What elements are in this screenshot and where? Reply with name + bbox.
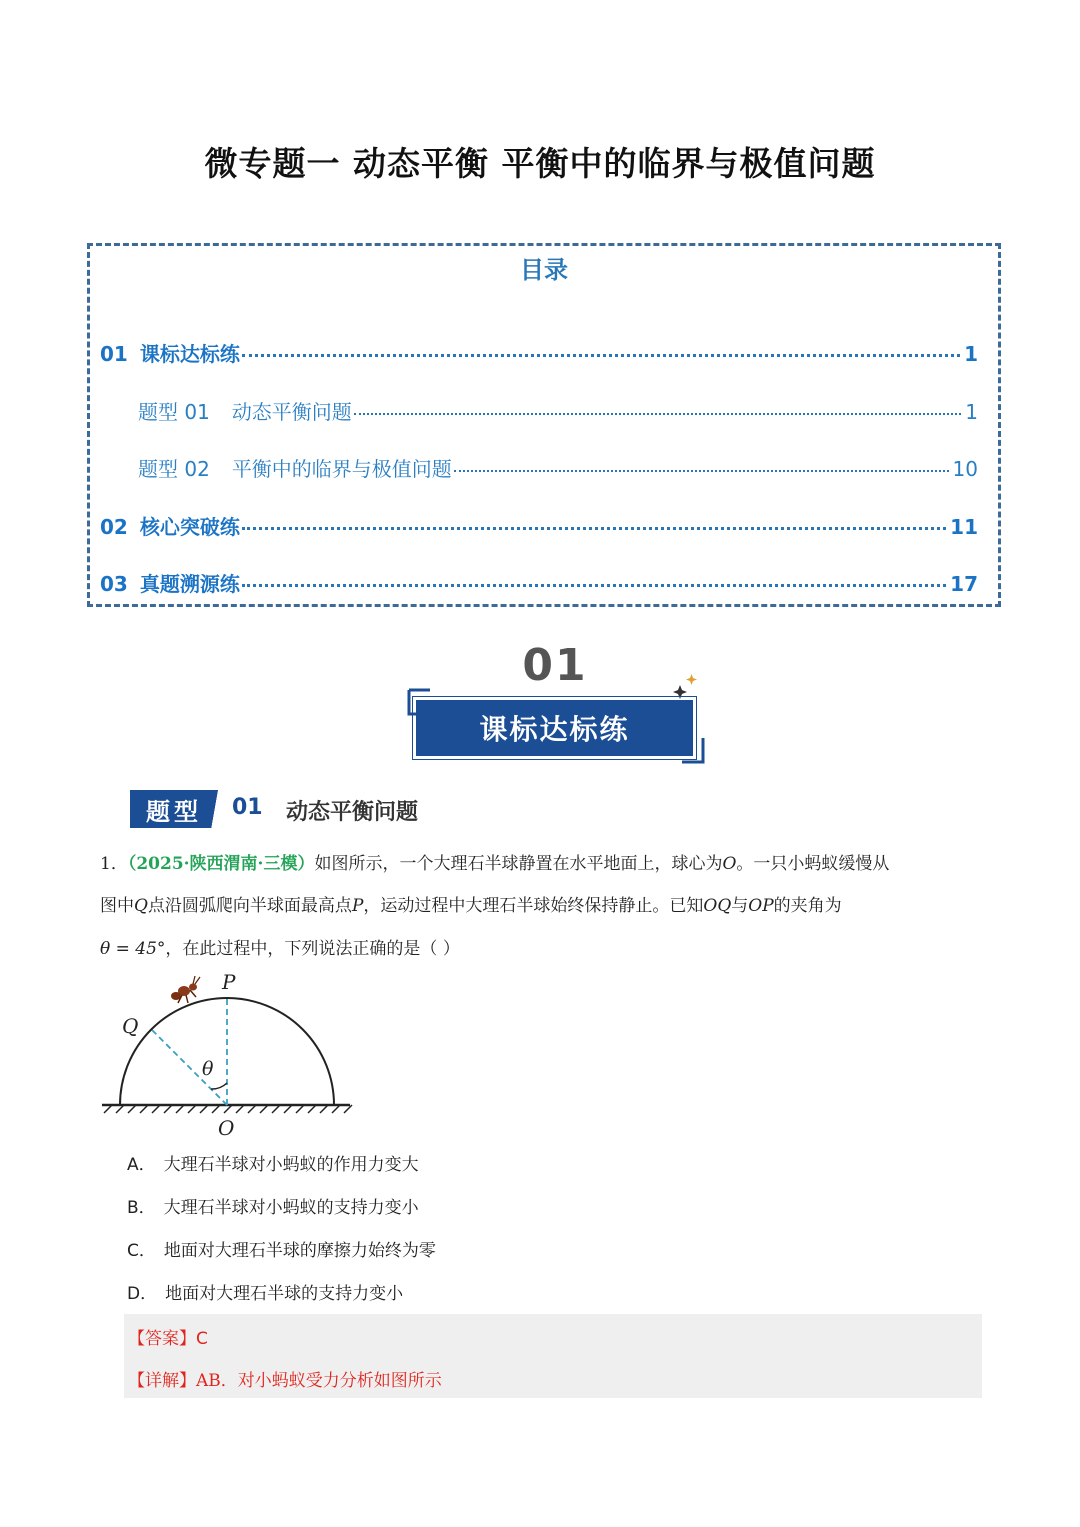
sparkle-icon	[686, 674, 697, 685]
variable-p: P	[351, 896, 364, 916]
answer-label: 【答案】	[128, 1329, 196, 1349]
toc-heading: 目录	[520, 256, 568, 284]
question-text: ，在此过程中，下列说法正确的是（ ）	[165, 939, 460, 959]
toc-entry-label: 真题溯源练	[139, 572, 240, 596]
question-source: （2025·陕西渭南·三模）	[127, 854, 315, 874]
toc-entry-page: 1	[965, 400, 978, 424]
option-text: 地面对大理石半球的支持力变小	[165, 1284, 404, 1304]
toc-entry-type-02[interactable]	[138, 453, 978, 482]
toc-leader-dots	[242, 584, 946, 587]
option-letter: C．	[127, 1241, 156, 1261]
toc-entry-label: 动态平衡问题	[231, 400, 352, 424]
option-d[interactable]	[127, 1279, 403, 1304]
theta-equation: θ = 45°	[100, 939, 166, 959]
type-badge-tail	[208, 790, 226, 828]
question-number: 1．	[100, 854, 128, 874]
toc-leader-dots	[242, 354, 960, 357]
toc-entry-02[interactable]	[100, 511, 978, 540]
oq-dashed-line	[151, 1029, 227, 1105]
answer-value: C	[196, 1329, 208, 1349]
detail-label: 【详解】	[128, 1371, 196, 1391]
toc-entry-label: 课标达标练	[139, 342, 240, 366]
toc-entry-type-01[interactable]	[138, 396, 978, 425]
variable-o: O	[722, 854, 737, 874]
toc-entry-page: 10	[952, 457, 978, 481]
toc-entry-page: 17	[950, 572, 978, 596]
theta-angle-arc	[211, 1083, 227, 1089]
type-title: 动态平衡问题	[286, 800, 419, 825]
option-c[interactable]	[127, 1236, 436, 1261]
toc-entry-03[interactable]	[100, 568, 978, 597]
toc-entry-01[interactable]	[100, 338, 978, 367]
answer-box	[124, 1314, 982, 1398]
label-q: Q	[122, 1014, 139, 1038]
option-letter: D．	[127, 1284, 158, 1304]
toc-leader-dots	[354, 413, 961, 415]
question-line-2	[100, 891, 842, 916]
question-text: 与	[731, 896, 749, 916]
toc-entry-page: 1	[964, 342, 978, 366]
answer-line	[128, 1324, 208, 1349]
label-o: O	[218, 1116, 235, 1140]
page-title: 微专题一 动态平衡 平衡中的临界与极值问题	[204, 144, 876, 183]
option-a[interactable]	[127, 1150, 419, 1175]
hemisphere-figure	[96, 965, 366, 1145]
label-theta: θ	[202, 1058, 214, 1080]
detail-line	[128, 1366, 442, 1391]
variable-q: Q	[134, 896, 148, 916]
toc-entry-number: 题型 02	[138, 457, 210, 481]
question-text: 的夹角为	[773, 896, 842, 916]
detail-text: AB．对小蚂蚁受力分析如图所示	[196, 1371, 442, 1391]
question-text: 图中	[100, 896, 134, 916]
option-letter: B．	[127, 1198, 156, 1218]
toc-leader-dots	[242, 527, 946, 530]
toc-entry-page: 11	[950, 515, 978, 539]
question-text: 如图所示，一个大理石半球静置在水平地面上，球心为	[314, 854, 723, 874]
toc-entry-number: 题型 01	[138, 400, 210, 424]
question-text: 。一只小蚂蚁缓慢从	[736, 854, 890, 874]
toc-entry-label: 平衡中的临界与极值问题	[231, 457, 452, 481]
option-text: 大理石半球对小蚂蚁的作用力变大	[163, 1155, 419, 1175]
question-line-1	[100, 849, 889, 874]
option-letter: A．	[127, 1155, 156, 1175]
option-text: 大理石半球对小蚂蚁的支持力变小	[163, 1198, 419, 1218]
option-text: 地面对大理石半球的摩擦力始终为零	[163, 1241, 436, 1261]
variable-op: OP	[748, 896, 774, 916]
variable-oq: OQ	[703, 896, 732, 916]
section-number: 01	[522, 640, 588, 691]
toc-entry-number: 02	[100, 515, 128, 539]
toc-entry-label: 核心突破练	[139, 515, 240, 539]
type-number: 01	[232, 795, 263, 820]
label-p: P	[222, 970, 236, 994]
type-badge: 题型	[130, 790, 218, 828]
section-title: 课标达标练	[416, 700, 693, 756]
table-of-contents	[87, 243, 1001, 607]
toc-entry-number: 01	[100, 342, 128, 366]
toc-entry-number: 03	[100, 572, 128, 596]
question-line-3	[100, 934, 460, 959]
question-text: 点沿圆弧爬向半球面最高点	[147, 896, 352, 916]
option-b[interactable]	[127, 1193, 419, 1218]
question-text: ，运动过程中大理石半球始终保持静止。已知	[363, 896, 704, 916]
ant-icon	[171, 976, 200, 1003]
toc-leader-dots	[454, 470, 949, 472]
